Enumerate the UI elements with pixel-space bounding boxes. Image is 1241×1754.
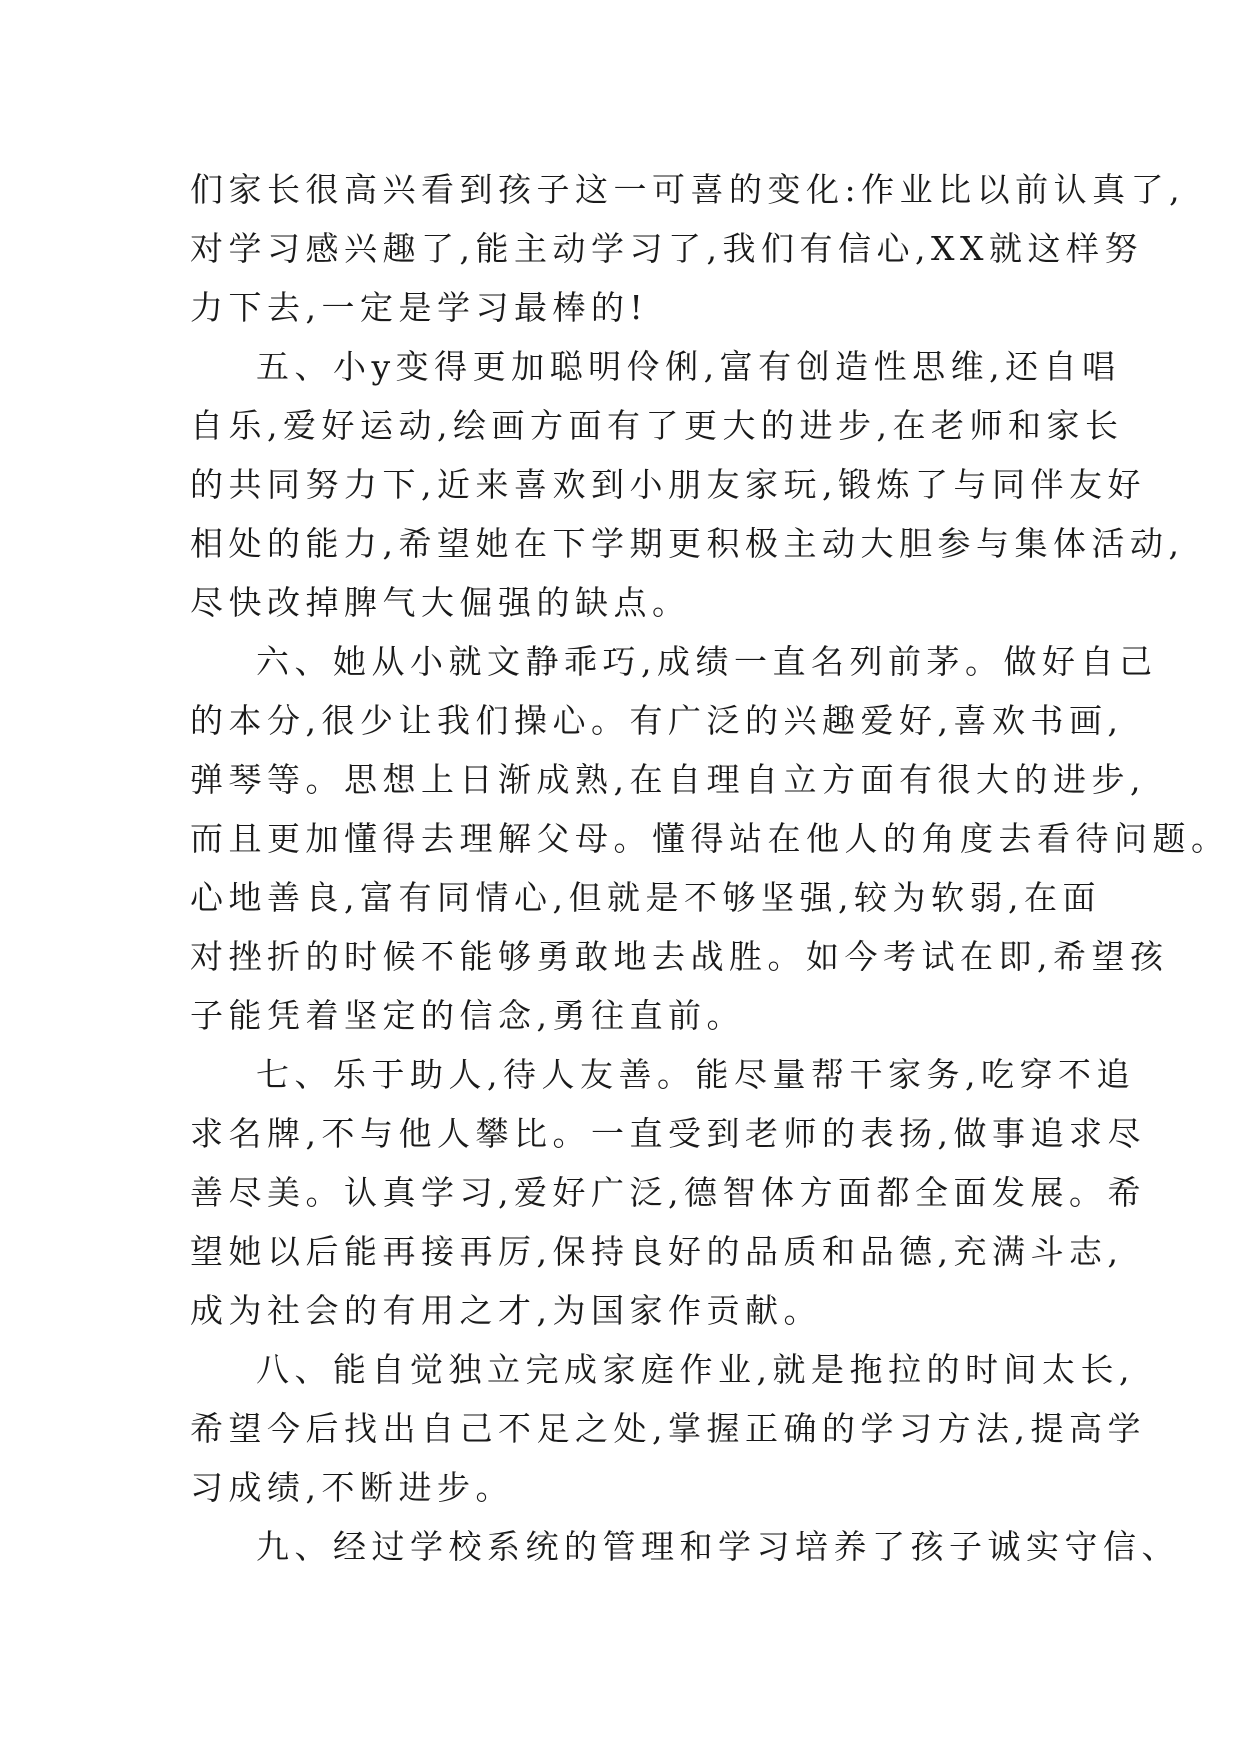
text-line: 而且更加懂得去理解父母。懂得站在他人的角度去看待问题。: [190, 819, 1230, 858]
text-line: 相处的能力,希望她在下学期更积极主动大胆参与集体活动,: [190, 524, 1185, 563]
text-line: 的本分,很少让我们操心。有广泛的兴趣爱好,喜欢书画,: [190, 701, 1124, 740]
text-line: 成为社会的有用之才,为国家作贡献。: [190, 1291, 822, 1330]
text-line: 对学习感兴趣了,能主动学习了,我们有信心,XX就这样努: [190, 229, 1143, 268]
text-line: 尽快改掉脾气大倔强的缺点。: [190, 583, 691, 622]
text-line: 的共同努力下,近来喜欢到小朋友家玩,锻炼了与同伴友好: [190, 465, 1146, 504]
text-line: 力下去,一定是学习最棒的!: [190, 288, 649, 327]
text-line: 们家长很高兴看到孩子这一可喜的变化:作业比以前认真了,: [190, 170, 1186, 209]
text-line: 善尽美。认真学习,爱好广泛,德智体方面都全面发展。希: [190, 1173, 1146, 1212]
paragraph-start-line: 五、小y变得更加聪明伶俐,富有创造性思维,还自唱: [256, 347, 1121, 386]
paragraph-start-line: 六、她从小就文静乖巧,成绩一直名列前茅。做好自己: [256, 642, 1158, 681]
text-line: 望她以后能再接再厉,保持良好的品质和品德,充满斗志,: [190, 1232, 1124, 1271]
text-line: 心地善良,富有同情心,但就是不够坚强,较为软弱,在面: [190, 878, 1101, 917]
text-line: 求名牌,不与他人攀比。一直受到老师的表扬,做事追求尽: [190, 1114, 1146, 1153]
text-line: 自乐,爱好运动,绘画方面有了更大的进步,在老师和家长: [190, 406, 1124, 445]
text-line: 弹琴等。思想上日渐成熟,在自理自立方面有很大的进步,: [190, 760, 1146, 799]
text-line: 子能凭着坚定的信念,勇往直前。: [190, 996, 745, 1035]
text-line: 对挫折的时候不能够勇敢地去战胜。如今考试在即,希望孩: [190, 937, 1169, 976]
text-line: 希望今后找出自己不足之处,掌握正确的学习方法,提高学: [190, 1409, 1146, 1448]
text-line: 习成绩,不断进步。: [190, 1468, 514, 1507]
paragraph-start-line: 九、经过学校系统的管理和学习培养了孩子诚实守信、: [256, 1527, 1180, 1566]
paragraph-start-line: 八、能自觉独立完成家庭作业,就是拖拉的时间太长,: [256, 1350, 1135, 1389]
document-body: [190, 160, 1230, 1576]
paragraph-start-line: 七、乐于助人,待人友善。能尽量帮干家务,吃穿不追: [256, 1055, 1135, 1094]
